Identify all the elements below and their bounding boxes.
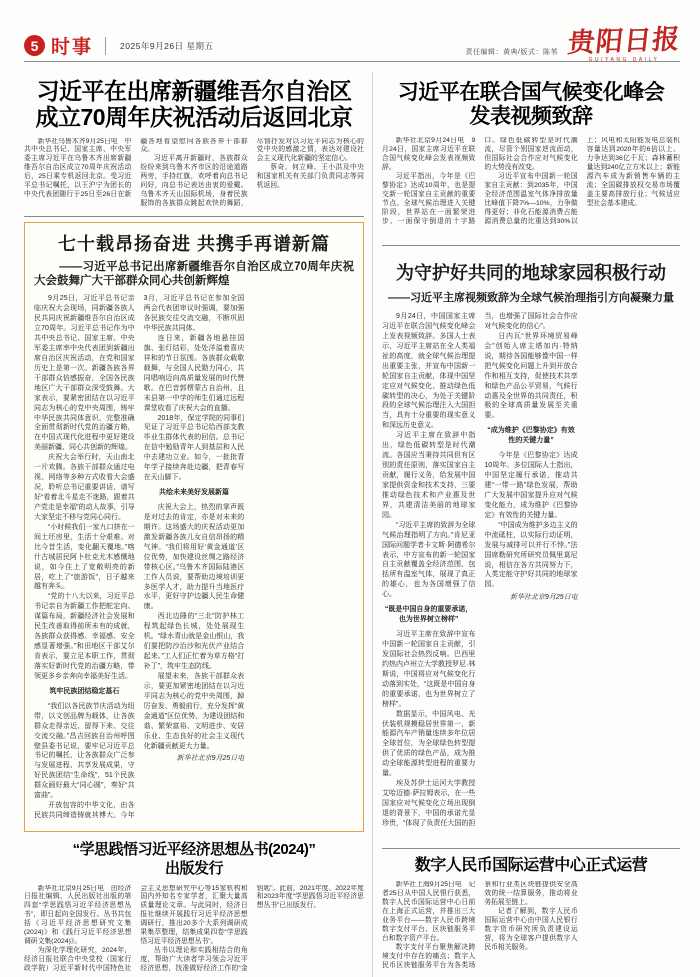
- article-paragraph: 习近平离开新疆时，各族群众纷纷来到乌鲁木齐市区的沿途道路两旁，手持红旗，欢呼着向总书记问好，向总书记表达由衷的爱戴。乌鲁木齐天山国际机场，身着民族服饰的各族群众跳起欢快的舞蹈，尽情抒发对以习近平同志为核心的党中央的感激之情，表达对建设社会主义现代化新疆的坚定信心。: [140, 137, 364, 208]
- page-header-right: [465, 24, 682, 63]
- section-rule: [382, 848, 680, 849]
- article-paragraph: 开放包容的中华文化，由各民族共同缔造铸就其博大。今年3月，习近平总书记在参加全国两会代表团审议时强调，要加强各民族交往交流交融，不断巩固中华民族共同体。: [34, 295, 245, 820]
- article-subhead: “成为维护《巴黎协定》有效性的关键力量”: [487, 427, 575, 445]
- article-paragraph: “习近平主席的致辞为全球气候治理指明了方向。”肯尼亚国际问题学者卡文斯·阿德希尔表示，中方宣布的新一轮国家自主贡献覆盖全经济范围、包括所有温室气体，展现了真正的雄心，也为各国增强了信心。: [382, 521, 476, 599]
- article-paragraph: 展望未来，各族干部群众表示，要更加紧密地团结在以习近平同志为核心的党中央周围，踔厉奋发、勇毅前行，充分发挥“黄金通道”区位优势，为建设团结和谐、繁荣富裕、文明进步、安居乐业、生态良好的社会主义现代化新疆贡献更大力量。: [143, 672, 245, 750]
- article-digital-rmb-body: [382, 881, 680, 977]
- headline-line: 成立70周年庆祝活动后返回北京: [35, 103, 353, 130]
- article-paragraph: “小时候我们一家九口挤在一间土坯房里，生活十分艰难。对比今昔生活，变化翻天覆地。”喀什古城居民阿卜杜克尤木感慨地说，如今住上了宽敞明亮的新居，吃上了“旅游饭”，日子越来越有奔头。: [34, 523, 135, 591]
- section-rule: [24, 216, 364, 217]
- article-paragraph: 丛书以理论和实践相结合的角度，帮助广大读者学习领会习近平经济思想，找准做好经济工作的“金钥匙”。此前，2021年度、2022年度和2023年度“学思践悟习近平经济思想丛书”已出版发行。: [140, 884, 364, 973]
- article-paragraph: “中国成为维护多边主义的中流砥柱，以实际行动证明，发展与减排可以并行不悖。”法国席勒研究所研究员佩里莫尼说，相信在各方共同努力下，人类定能守护好共同的地球家园。: [484, 521, 578, 589]
- article-climate-speech-body: [382, 137, 680, 231]
- article-paragraph: 今年是《巴黎协定》达成10周年。多位国际人士指出，中国坚定履行承诺，推动共建“一带一路”绿色发展，帮助广大发展中国家提升应对气候变化能力，成为维护《巴黎协定》有效性的关键力量。: [484, 452, 578, 519]
- article-subhead: 筑牢民族团结稳定基石: [49, 687, 120, 695]
- article-paragraph: 日内瓦“世界环境贸易峰会”创始人席主塔加内·特纳说，期待各国能够像中国一样把气候变化问题上升到开放合作和相互支持，促使技术共享和绿色产品公平贸易，气候行动惠及全世界的共同责任，积极的全球高质量发展至关重要。: [484, 332, 578, 420]
- article-subhead: 共绘未来美好发展新篇: [158, 489, 229, 497]
- header-divider: [105, 37, 106, 55]
- article-paragraph: 数字支付平台聚焦解决跨境支付中存在的痛点；数字人民币区块链服务平台为各类场景和行业类区块链提供安全高效的统一结算服务，推动将业务拓展至链上。: [382, 880, 578, 969]
- left-column: [24, 62, 364, 977]
- article-paragraph: 新华社北京9月25日电 由经济日报社编辑、人民出版社出版的第四套“学思践悟习近平经济思想丛书”，即日起向全国发行。丛书共包括《习近平经济思想研究文集(2024)》和《践行习近平经济思想调研文集(2024)》。: [24, 884, 132, 946]
- article-signature: 新华社北京9月25日电: [176, 755, 245, 763]
- editor-line: 责任编辑：黄典/版式：陈苇: [465, 49, 558, 56]
- article-paragraph: 新华社北京9月24日电 9月24日，国家主席习近平在联合国气候变化峰会发表视频致辞。: [382, 137, 476, 171]
- headline-line: 出版发行: [164, 860, 223, 877]
- article-paragraph: 2018年，保定学院的同事们见证了习近平总书记给西部支教毕业生群体代表的回信。总书记在信中勉励青年人到基层和人民中去建功立业。如今，一批批青年学子接续奔赴边疆，把青春写在天山脚下。: [143, 414, 245, 482]
- headline-line: 习近平在联合国气候变化峰会: [397, 81, 665, 104]
- section-rule: [382, 245, 680, 246]
- article-subhead: “既是中国自身的重要承诺，也为世界树立榜样”: [384, 606, 473, 624]
- article-paragraph: 习近平指出，今年是《巴黎协定》达成10周年，也是提交新一轮国家自主贡献的重要节点。全球气候治理进入关键阶段，世界站在一面繁荣进步、一面保守倒退的十字路口。绿色低碳转型是时代潮流，尽管个别国家逆流而动，但国际社会合作应对气候变化的大势没有改变。: [382, 137, 578, 225]
- page-content: [24, 62, 680, 977]
- article-paragraph: 西北边陲的“三北”防护林工程筑起绿色长城，处处展现生机。“绿水青山就是金山银山，我们要把防沙治沙和光伏产业结合起来。”工人们正忙着为草方格“打补丁”，筑牢生态防线。: [143, 613, 245, 670]
- article-xinjiang-return-body: [24, 138, 364, 210]
- article-paragraph: 新华社上海9月25日电 记者25日从中国人民银行获悉，数字人民币国际运营中心日前在上海正式运营，并推出三大业务平台——数字人民币跨境数字支付平台、区块链服务平台和数字资产平台。: [382, 880, 476, 942]
- headline-line: 发表视频致辞: [469, 104, 593, 128]
- feature-subtitle: ——习近平总书记出席新疆维吾尔自治区成立70周年庆祝大会鼓舞广大干部群众同心共创新辉煌: [34, 260, 354, 287]
- article-paragraph: 习近平宣布中国新一轮国家自主贡献：到2035年，中国全经济范围温室气体净排放量比峰值下降7%—10%，力争做得更好；非化石能源消费占能源消费总量的比重达到30%以上；风电和太阳能发电总装机容量达到2020年的6倍以上、力争达到36亿千瓦；森林蓄积量达到240亿立方米以上；新能源汽车成为新销售车辆的主流；全国碳排放权交易市场覆盖主要高排放行业；气候适应型社会基本建成。: [484, 137, 680, 225]
- article-paragraph: 习近平主席在致辞中宣布中国新一轮国家自主贡献，引发国际社会热烈反响。巴西里约热内卢州立大学教授罗尼·林斯说，中国将应对气候变化行动落到实处，“这既是中国自身的重要承诺，也为世界树立了榜样”。: [382, 631, 476, 708]
- article-paragraph: 数据显示，中国风电、光伏装机规模稳居世界第一，新能源汽车产销量连续多年位居全球首位，为全球绿色转型提供了优质的绿色产品，成为推动全球能源转型进程的重要力量。: [382, 710, 476, 778]
- center-column-rule: [372, 72, 373, 977]
- headline-line: “学思践悟习近平经济思想丛书(2024)”: [72, 840, 316, 858]
- article-economy-books-headline: [24, 840, 364, 879]
- article-earth-home-body: [382, 312, 680, 840]
- article-paragraph: “党的十八大以来，习近平总书记亲自为新疆工作把舵定向、谋篇布局，新疆经济社会发展和民生改善取得前所未有的成就，各族群众获得感、幸福感、安全感显著增强。”和田地区干部艾尔肯表示，要立足本职工作，贯彻落实好新时代党的治疆方略，带领更多乡亲奔向幸福美好生活。: [34, 593, 135, 680]
- masthead-logo: 贵阳日报: [566, 24, 682, 58]
- article-paragraph: 埃及苏伊士运河大学教授艾哈迈德·萨拉姆表示，在一些国家应对气候变化立场出现倒退的背景下，中国的承诺尤显珍贵，“体现了负责任大国的担当，也增强了国际社会合作应对气候变化的信心”。: [382, 313, 578, 827]
- page-date: 2025年9月26日 星期五: [120, 40, 214, 51]
- article-digital-rmb-headline: 数字人民币国际运营中心正式运营: [414, 857, 648, 875]
- article-paragraph: 庆祝大会上，热烈的掌声既是对过去的肯定，亦是对未来的期许。这场盛大的庆祝活动更加激发新疆各族儿女自信昂扬的精气神。“我们将用好‘黄金通道’区位优势，加快建设丝绸之路经济带核心区。”乌鲁木齐国际陆港区工作人员说，要帮助边境培训更多医学人才，助力提升当地医疗水平，更好守护边疆人民生命健康。: [143, 504, 245, 611]
- feature-article-box: [24, 222, 364, 832]
- article-climate-speech-headline: [382, 81, 680, 128]
- article-paragraph: “我们以各民族节庆活动为纽带，以文创品牌为载体，让各族群众走得亲近、留得下来、交往交流交融。”昌吉回族自治州呼图壁县委书记说，要牢记习近平总书记的嘱托，让各族群众广泛参与发展进程、共享发展成果，守好民族团结“生命线”，51个民族群众画好最大“同心圆”，奏好“共富曲”。: [34, 702, 135, 800]
- article-earth-home-headline: 为守护好共同的地球家园积极行动: [396, 263, 666, 284]
- article-paragraph: 记者了解到，数字人民币国际运营中心由中国人民银行数字货币研究所负责建设运营，将为全球客户提供数字人民币相关服务。: [484, 907, 578, 951]
- article-xinjiang-return-headline: [24, 79, 364, 131]
- page-header: [24, 0, 680, 62]
- article-earth-home-subtitle: ——习近平主席视频致辞为全球气候治理指引方向凝聚力量: [388, 292, 674, 305]
- section-title: 时事: [51, 37, 94, 58]
- masthead-subtitle: GUIYANG DAILY: [588, 57, 660, 63]
- feature-headline: 七十载昂扬奋进 共携手再谱新篇: [58, 233, 330, 254]
- feature-body: [34, 294, 354, 828]
- page-number-badge: 5: [24, 35, 45, 56]
- article-paragraph: 习近平主席在致辞中指出，绿色低碳转型是时代潮流。各国应当秉持共同但有区别的责任原则，落实国家自主贡献，履行义务，给发展中国家提供资金和技术支持，三要推动绿色技术和产业惠及世界，共建清洁美丽的地球家园。: [382, 432, 476, 519]
- article-economy-books-body: [24, 885, 364, 977]
- article-signature: 新华社北京9月25日电: [509, 594, 578, 602]
- article-paragraph: 连日来，新疆各地悬挂国旗、张灯结彩，处处洋溢着喜庆祥和的节日氛围。各族群众载歌载舞，与全国人民勠力同心，共同唱响迈向高质量发展的时代赞歌。在巴音郭楞蒙古自治州，且末县第一中学的师生们通过远程课堂收看了庆祝大会的直播。: [143, 335, 245, 412]
- article-paragraph: 蔡奇、何立峰、王小洪及中央和国家机关有关部门负责同志等同机返回。: [256, 164, 364, 190]
- article-paragraph: 庆祝大会举行时，天山南北一片欢腾。各族干部群众通过电视、网络等多种方式收看大会盛况，聆听总书记重要讲话，谱写好“看着北斗星走不迷路，跟着共产党走是幸福”的动人故事，引导大家坚定不移与党同心同行。: [34, 454, 135, 521]
- page-header-left: [24, 32, 213, 59]
- headline-line: 习近平在出席新疆维吾尔自治区: [36, 78, 352, 104]
- article-paragraph: 9月25日，习近平总书记亲临庆祝大会现场，同新疆各族人民共同庆祝新疆维吾尔自治区成立70周年。习近平总书记作为中共中央总书记、国家主席、中央军委主席率中央代表团到新疆出席自治区庆祝活动，在党和国家历史上是第一次。新疆各族各界干部群众倍感振奋，全国各民族地区广大干部群众深受鼓舞。大家表示，要紧密团结在以习近平同志为核心的党中央周围，铸牢中华民族共同体意识，完整准确全面贯彻新时代党的治疆方略，在中国式现代化进程中更好建设美丽新疆、同心共创新的辉煌。: [34, 295, 135, 452]
- masthead-wrap: [566, 24, 682, 63]
- article-paragraph: 9月24日，中国国家主席习近平在联合国气候变化峰会上发表视频致辞。多国人士表示，习近平主席站在全人类福祉的高度，就全球气候治理提出重要主张，并宣布中国新一轮国家自主贡献，体现中国坚定应对气候变化、推动绿色低碳转型的决心，为处于关键阶段的全球气候治理注入大国担当，具有十分重要的现实意义和深远历史意义。: [382, 313, 476, 430]
- right-column: [382, 62, 680, 977]
- article-paragraph: 新华社乌鲁木齐9月25日电 中共中央总书记、国家主席、中央军委主席习近平在乌鲁木齐出席新疆维吾尔自治区成立70周年庆祝活动后，25日乘专机返回北京。受习近平总书记嘱托，以王沪宁为团长的中央代表团随行于25日至26日在新疆各地看望慰问各族各界干部群众。: [24, 137, 248, 199]
- article-paragraph: 为深化学理化研究，2024年，经济日报社联合中央党校（国家行政学院）习近平新时代中国特色社会主义思想研究中心等15家机构和国内外知名专家学者，汇聚大量高质量理论文章。与此同时，经济日报社继续开展践行习近平经济思想调研行，推出20多个大系列调研成果集萃整理，结集成果四卷“学思践悟习近平经济思想丛书”。: [24, 884, 248, 973]
